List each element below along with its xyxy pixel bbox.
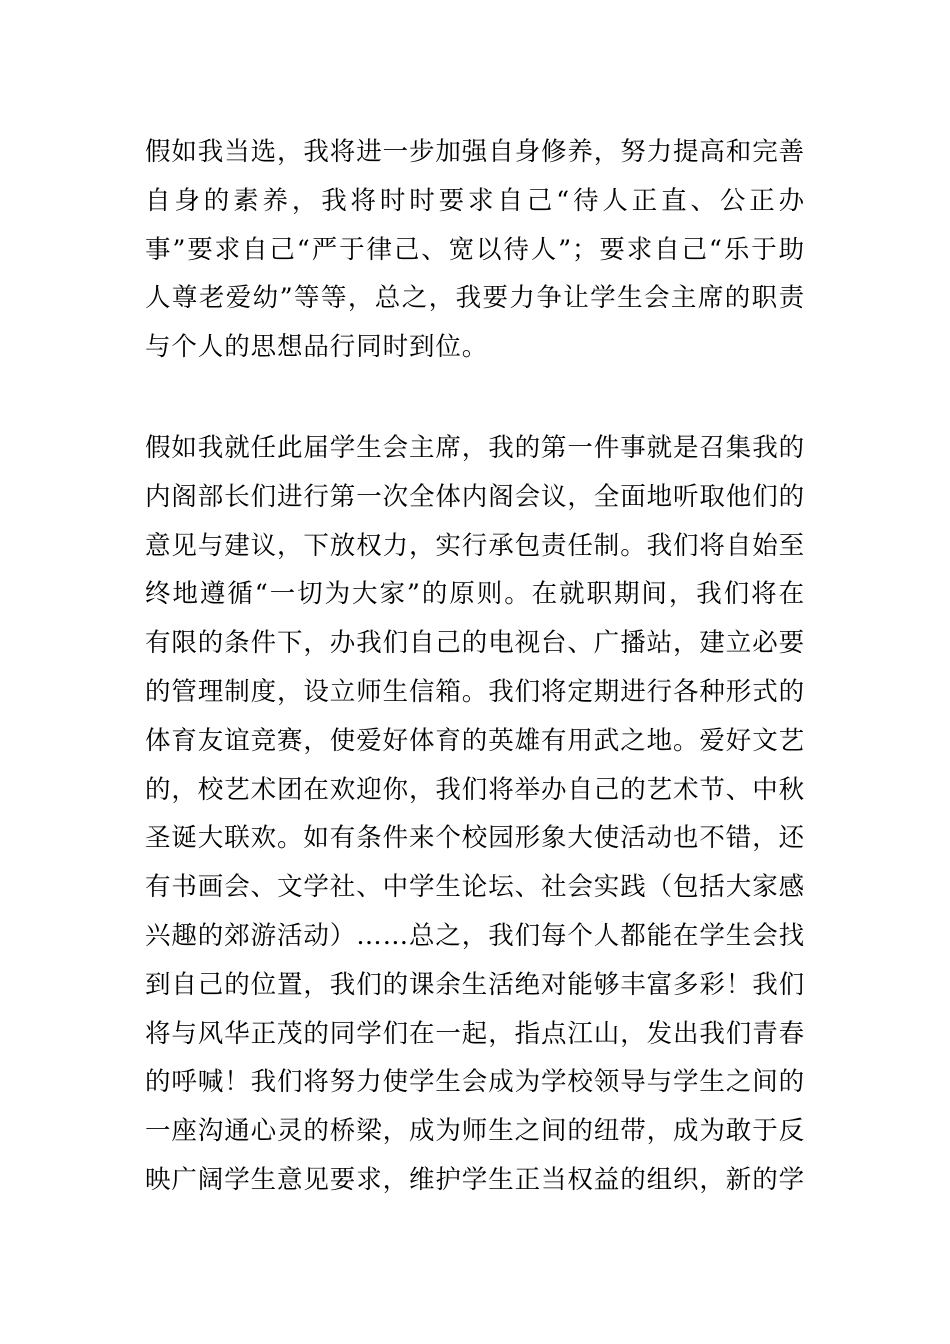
paragraph-candidacy-pledge: 假如我当选，我将进一步加强自身修养，努力提高和完善自身的素养，我将时时要求自己“待人正直、公正办事”要求自己“严于律己、宽以待人”；要求自己“乐于助人尊老爱幼”等等，总之，我要力争让学生会主席的职责与个人的思想品行同时到位。 bbox=[145, 137, 806, 363]
paragraph-student-union-plan: 假如我就任此届学生会主席，我的第一件事就是召集我的内阁部长们进行第一次全体内阁会议，全面地听取他们的意见与建议，下放权力，实行承包责任制。我们将自始至终地遵循“一切为大家”的原则。在就职期间，我们将在有限的条件下，办我们自己的电视台、广播站，建立必要的管理制度，设立师生信箱。我们将定期进行各种形式的体育友谊竞赛，使爱好体育的英雄有用武之地。爱好文艺的，校艺术团在欢迎你，我们将举办自己的艺术节、中秋圣诞大联欢。如有条件来个校园形象大使活动也不错，还有书画会、文学社、中学生论坛、社会实践（包括大家感兴趣的郊游活动）……总之，我们每个人都能在学生会找到自己的位置，我们的课余生活绝对能够丰富多彩！我们将与风华正茂的同学们在一起，指点江山，发出我们青春的呼喊！我们将努力使学生会成为学校领导与学生之间的一座沟通心灵的桥梁，成为师生之间的纽带，成为敢于反映广阔学生意见要求，维护学生正当权益的组织，新的学 bbox=[145, 433, 806, 1195]
